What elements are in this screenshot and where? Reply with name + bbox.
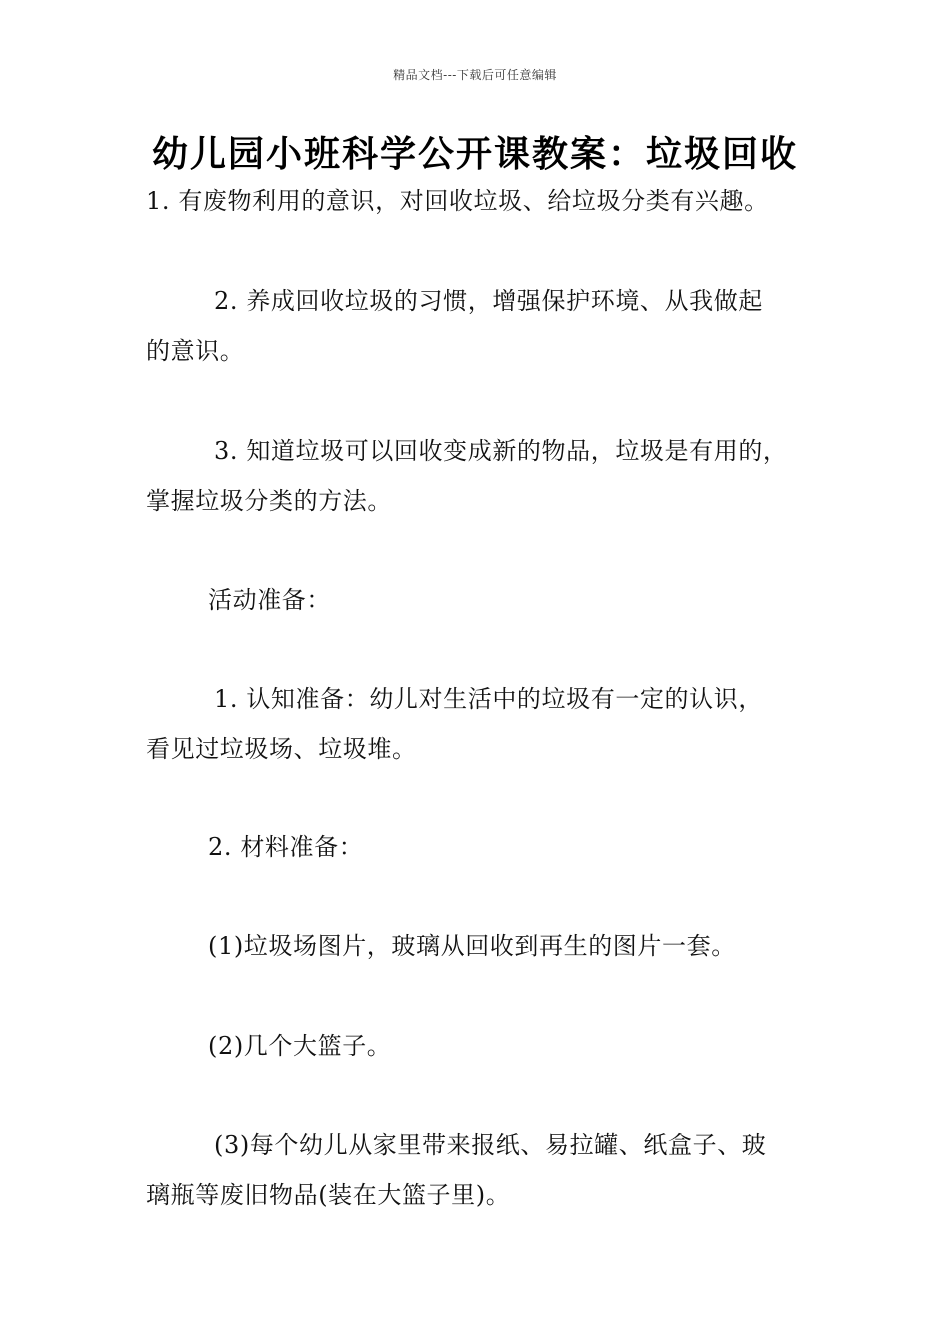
paragraph-line: 1. 有废物利用的意识，对回收垃圾、给垃圾分类有兴趣。 — [146, 187, 769, 215]
header-note: 精品文档---下载后可任意编辑 — [393, 68, 557, 82]
paragraph-line: (2)几个大篮子。 — [208, 1032, 392, 1060]
paragraph-preparation-2 — [146, 822, 826, 872]
paragraph-line: 2. 材料准备： — [208, 833, 364, 861]
paragraph-line: 看见过垃圾场、垃圾堆。 — [146, 735, 417, 763]
paragraph-line: 1. 认知准备：幼儿对生活中的垃圾有一定的认识， — [214, 685, 763, 713]
paragraph-line: (3)每个幼儿从家里带来报纸、易拉罐、纸盒子、玻 — [214, 1131, 767, 1159]
paragraph-line: 活动准备： — [208, 586, 331, 614]
paragraph-line: 2. 养成回收垃圾的习惯，增强保护环境、从我做起 — [214, 287, 763, 315]
document-title: 幼儿园小班科学公开课教案：垃圾回收 — [151, 134, 798, 175]
paragraph-material-3 — [146, 1120, 826, 1220]
paragraph-material-2 — [146, 1021, 826, 1071]
section-heading-preparation — [146, 575, 826, 625]
paragraph-material-1 — [146, 921, 826, 971]
paragraph-line: 3. 知道垃圾可以回收变成新的物品，垃圾是有用的， — [214, 437, 788, 465]
paragraph-line: 的意识。 — [146, 337, 245, 365]
paragraph-line: 璃瓶等废旧物品(装在大篮子里)。 — [146, 1181, 511, 1209]
paragraph-objective-3 — [146, 426, 826, 526]
paragraph-line: (1)垃圾场图片，玻璃从回收到再生的图片一套。 — [208, 932, 736, 960]
paragraph-objective-2 — [146, 276, 826, 376]
paragraph-line: 掌握垃圾分类的方法。 — [146, 487, 392, 515]
paragraph-preparation-1 — [146, 674, 826, 774]
paragraph-objective-1 — [146, 176, 826, 226]
